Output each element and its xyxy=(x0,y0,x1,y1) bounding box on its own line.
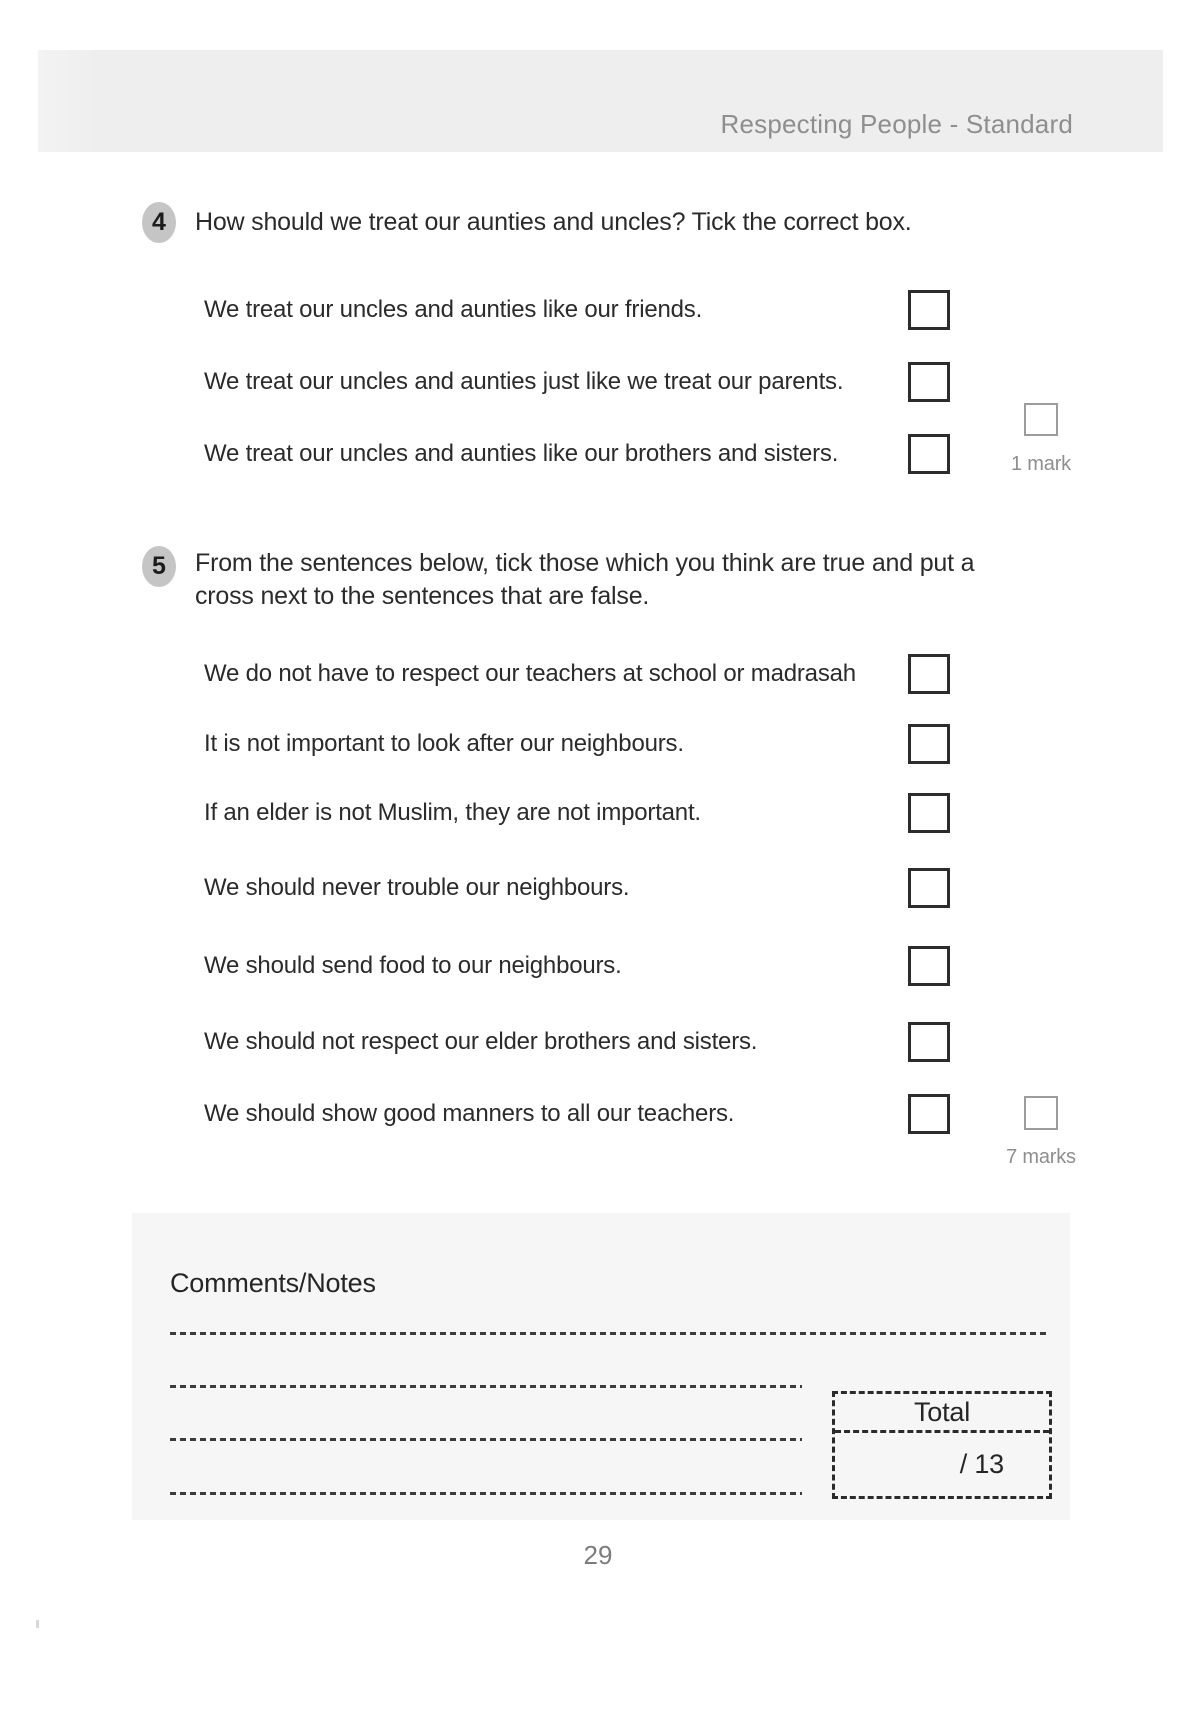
question-5-statement-row xyxy=(204,1094,950,1134)
answer-checkbox[interactable] xyxy=(908,724,950,764)
worksheet-title: Respecting People - Standard xyxy=(720,109,1073,139)
page-number: 29 xyxy=(583,1540,613,1570)
answer-checkbox[interactable] xyxy=(908,1094,950,1134)
answer-checkbox[interactable] xyxy=(908,946,950,986)
question-4-option-row xyxy=(204,290,950,330)
question-5-statement-row xyxy=(204,868,950,908)
question-5-number-badge: 5 xyxy=(142,546,176,587)
question-4-prompt: How should we treat our aunties and uncles? Tick the correct box. xyxy=(195,208,912,236)
question-4-mark-box[interactable] xyxy=(1024,403,1058,436)
statement-text: We should show good manners to all our teachers. xyxy=(204,1100,735,1127)
answer-checkbox[interactable] xyxy=(908,1022,950,1062)
comment-line xyxy=(170,1332,1046,1335)
question-5-statement-row xyxy=(204,724,950,764)
answer-checkbox[interactable] xyxy=(908,793,950,833)
comment-line xyxy=(170,1385,802,1388)
total-box xyxy=(832,1391,1052,1499)
question-4-option-row xyxy=(204,362,950,402)
question-5-marks-label: 7 marks xyxy=(1006,1146,1076,1168)
answer-checkbox[interactable] xyxy=(908,434,950,474)
comment-line xyxy=(170,1492,802,1495)
question-5-statement-row xyxy=(204,946,950,986)
statement-text: It is not important to look after our neighbours. xyxy=(204,730,684,757)
statement-text: We do not have to respect our teachers at school or madrasah xyxy=(204,660,856,687)
answer-checkbox[interactable] xyxy=(908,654,950,694)
option-text: We treat our uncles and aunties like our friends. xyxy=(204,296,703,323)
total-value: / 13 xyxy=(959,1449,1004,1479)
answer-checkbox[interactable] xyxy=(908,362,950,402)
option-text: We treat our uncles and aunties like our brothers and sisters. xyxy=(204,440,839,467)
comment-line xyxy=(170,1438,802,1441)
question-5-prompt-line2: cross next to the sentences that are false. xyxy=(195,582,650,610)
question-5-statement-row xyxy=(204,793,950,833)
answer-checkbox[interactable] xyxy=(908,290,950,330)
answer-checkbox[interactable] xyxy=(908,868,950,908)
question-5-statement-row xyxy=(204,654,950,694)
header-bar xyxy=(38,50,1163,152)
comments-title: Comments/Notes xyxy=(170,1268,376,1298)
statement-text: We should not respect our elder brothers and sisters. xyxy=(204,1028,758,1055)
scan-speck xyxy=(36,1620,39,1628)
statement-text: We should send food to our neighbours. xyxy=(204,952,622,979)
total-label: Total xyxy=(835,1394,1049,1433)
statement-text: We should never trouble our neighbours. xyxy=(204,874,630,901)
statement-text: If an elder is not Muslim, they are not important. xyxy=(204,799,701,826)
question-4-option-row xyxy=(204,434,950,474)
option-text: We treat our uncles and aunties just like we treat our parents. xyxy=(204,368,844,395)
question-4-marks-label: 1 mark xyxy=(1011,453,1071,475)
question-5-mark-box[interactable] xyxy=(1024,1096,1058,1130)
question-4-number-badge: 4 xyxy=(142,202,176,243)
question-5-prompt-line1: From the sentences below, tick those which you think are true and put a xyxy=(195,549,975,577)
question-5-prompt xyxy=(195,547,974,613)
question-5-statement-row xyxy=(204,1022,950,1062)
